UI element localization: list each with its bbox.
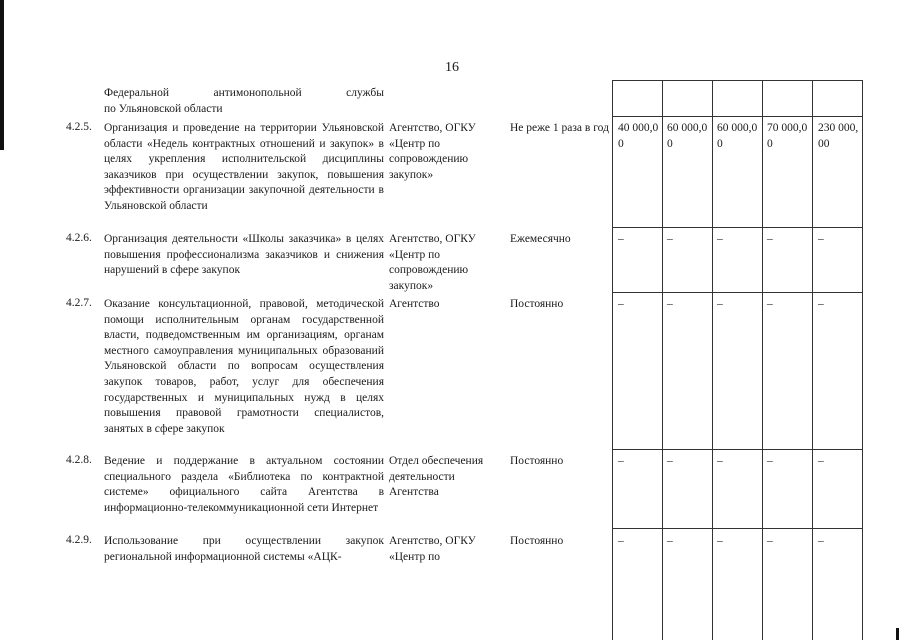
funding-value: 60 000,00: [717, 122, 758, 150]
responsible: Агентство, ОГКУ «Центр по сопровождению закупок»: [389, 233, 476, 292]
funding-value: –: [717, 535, 723, 547]
funding-total: –: [818, 535, 824, 547]
funding-value: –: [618, 233, 624, 245]
table-row-divider: [612, 80, 862, 81]
table-row-divider: [612, 116, 862, 117]
item-description: Оказание консультационной, правовой, методической помощи исполнительным органам государственной власти, подведомственным им организациям, органам местного самоуправления муниципальных образований Ульяновской области по вопросам осуществления закупок товаров, работ, услуг для обеспечения государственных и муниципальных нужд в целях повышения правовой грамотности специалистов, занятых в сфере закупок: [104, 298, 384, 435]
responsible: Отдел обеспечения деятельности Агентства: [389, 455, 484, 499]
deadline: Постоянно: [510, 535, 564, 547]
funding-value: –: [717, 298, 723, 310]
funding-value: 40 000,00: [618, 122, 659, 150]
item-description: Использование при осуществлении закупок региональной информационной системы «АЦК-: [104, 535, 384, 563]
funding-value: 60 000,00: [667, 122, 708, 150]
page-number: 16: [445, 60, 459, 75]
scan-right-mark: [896, 628, 899, 640]
funding-total: –: [818, 233, 824, 245]
funding-value: –: [767, 233, 773, 245]
table-col-divider: [762, 80, 763, 640]
funding-value: –: [618, 535, 624, 547]
item-number: 4.2.9.: [66, 534, 92, 546]
table-col-divider: [812, 80, 813, 640]
funding-total: 230 000,00: [818, 122, 859, 150]
funding-value: –: [618, 455, 624, 467]
table-border-right: [862, 80, 863, 640]
deadline: Постоянно: [510, 455, 564, 467]
item-description: Организация и проведение на территории Ульяновской области «Недель контрактных отношений и закупок» в целях укрепления исполнительской дисциплины заказчиков при осуществлении закупок, повышения эффективности организации закупочной деятельности в Ульяновской области: [104, 122, 384, 212]
item-description: Организация деятельности «Школы заказчика» в целях повышения профессионализма заказчиков и снижения нарушений в сфере закупок: [104, 233, 384, 277]
table-col-divider: [662, 80, 663, 640]
table-col-divider: [712, 80, 713, 640]
funding-value: –: [667, 535, 673, 547]
responsible: Агентство, ОГКУ «Центр по сопровождению закупок»: [389, 122, 476, 181]
funding-value: –: [667, 455, 673, 467]
funding-value: 70 000,00: [767, 122, 808, 150]
funding-value: –: [767, 298, 773, 310]
table-row-divider: [612, 227, 862, 228]
funding-value: –: [717, 233, 723, 245]
responsible: Агентство, ОГКУ «Центр по: [389, 535, 476, 563]
funding-value: –: [667, 233, 673, 245]
responsible: Агентство: [389, 298, 440, 310]
table-row-divider: [612, 292, 862, 293]
deadline: Не реже 1 раза в год: [510, 122, 609, 134]
deadline: Ежемесячно: [510, 233, 571, 245]
item-description: Ведение и поддержание в актуальном состоянии специального раздела «Библиотека по контрактной системе» официального сайта Агентства в информационно-телекоммуникационной сети Интернет: [104, 455, 384, 514]
deadline: Постоянно: [510, 298, 564, 310]
table-row-divider: [612, 528, 862, 529]
funding-value: –: [667, 298, 673, 310]
item-number: 4.2.7.: [66, 297, 92, 309]
funding-value: –: [767, 455, 773, 467]
funding-total: –: [818, 455, 824, 467]
table-border-left: [612, 80, 613, 640]
item-number: 4.2.8.: [66, 454, 92, 466]
continuation-text: Федеральной антимонопольной службы по Ульяновской области: [104, 87, 384, 115]
funding-value: –: [717, 455, 723, 467]
table-row-divider: [612, 449, 862, 450]
funding-value: –: [767, 535, 773, 547]
scan-left-edge: [0, 0, 4, 150]
funding-total: –: [818, 298, 824, 310]
item-number: 4.2.6.: [66, 232, 92, 244]
funding-value: –: [618, 298, 624, 310]
item-number: 4.2.5.: [66, 121, 92, 133]
